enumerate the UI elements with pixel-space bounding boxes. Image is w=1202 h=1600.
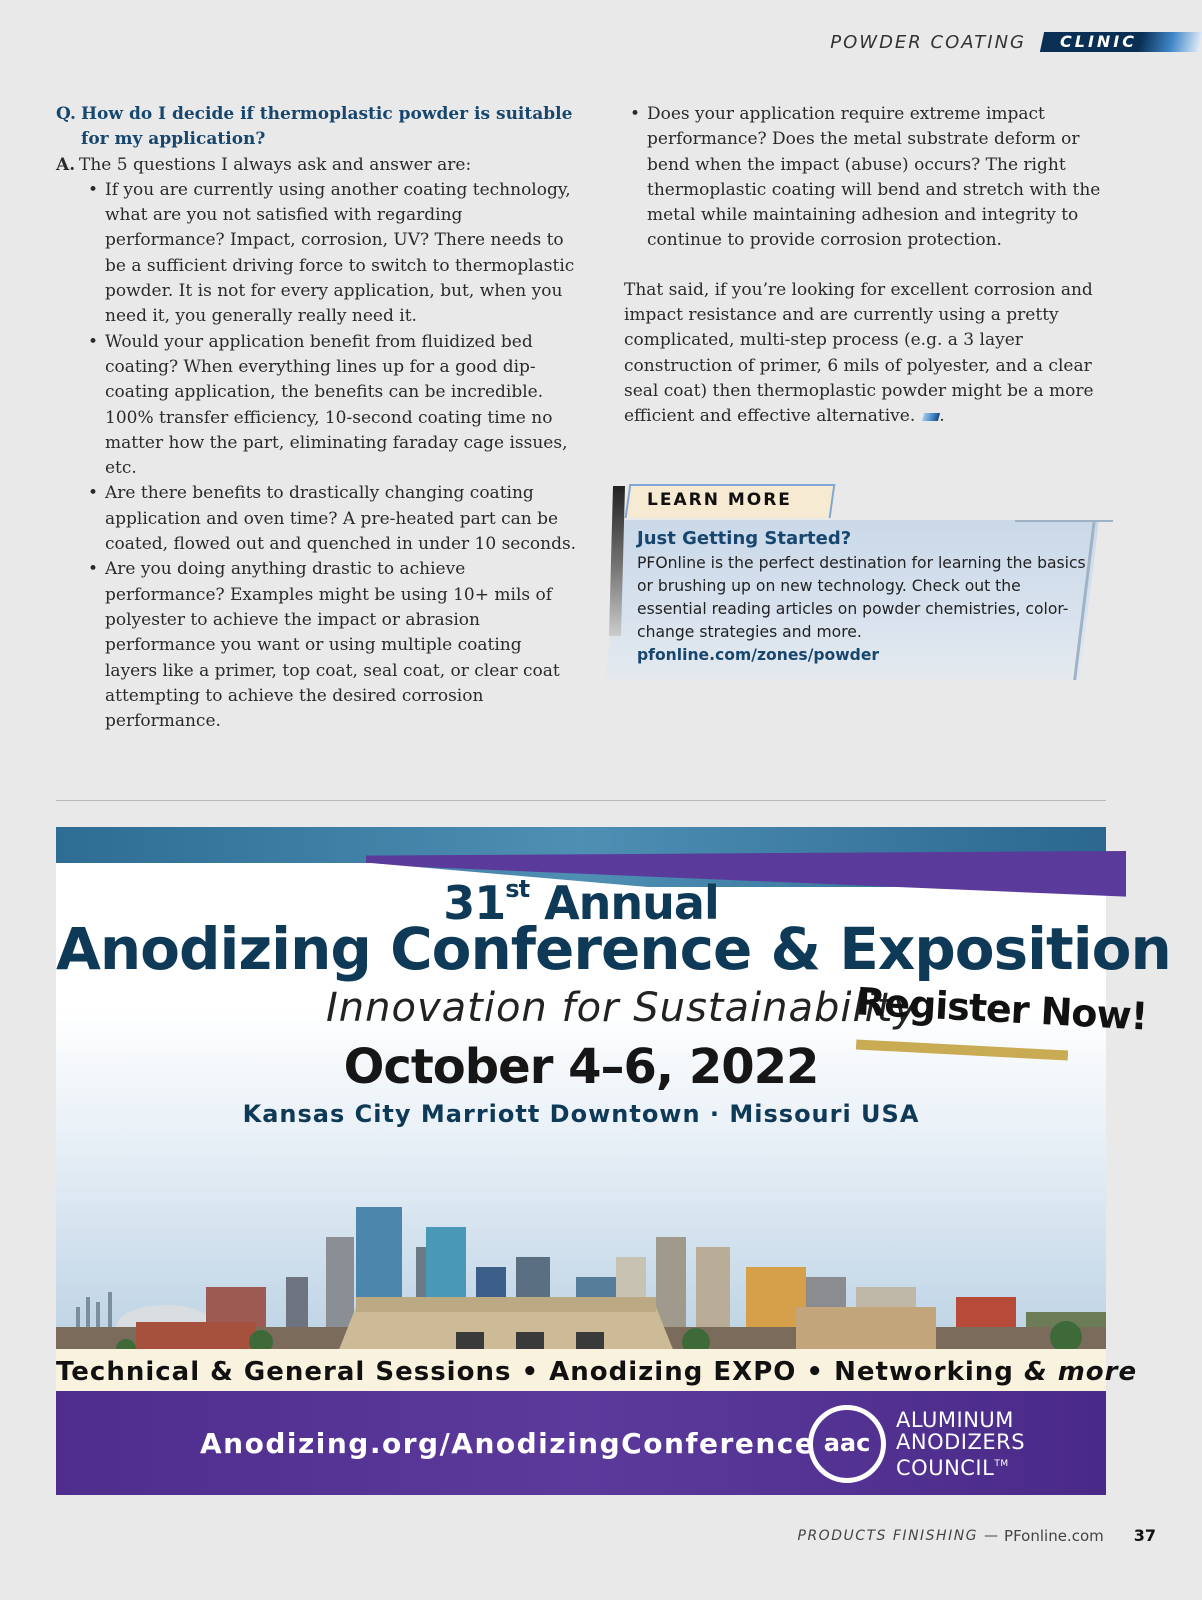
aac-organization-name bbox=[896, 1409, 1025, 1479]
section-tag-label: CLINIC bbox=[1060, 32, 1137, 51]
learn-more-link[interactable]: pfonline.com/zones/powder bbox=[637, 646, 880, 664]
closing-period: . bbox=[939, 406, 945, 427]
aac-name-line-2: ANODIZERS bbox=[896, 1430, 1026, 1454]
ad-sessions bbox=[56, 1357, 1138, 1387]
list-item: • Does your application require extreme impact performance? Does the metal substrate deform or bend when the impact (abuse) occurs? The right thermoplastic coating will bend and stretch with the metal while maintaining adhesion and integrity to continue to provide corrosion protection. bbox=[624, 102, 1104, 254]
list-item: • Are there benefits to drastically changing coating application and oven time? A pre-heated part can be coated, flowed out and quenched in under 10 seconds. bbox=[88, 481, 578, 557]
ad-annual-number: 31 bbox=[443, 876, 506, 930]
learn-more-content bbox=[637, 526, 1089, 667]
closing-paragraph bbox=[624, 278, 1104, 430]
learn-more-body: PFOnline is the perfect destination for learning the basics or brushing up on new technology. Check out the essential reading articles on powder chemistries, color-change strategies and more. bbox=[637, 554, 1086, 641]
page-footer bbox=[798, 1526, 1157, 1545]
footer-site-link[interactable]: PFonline.com bbox=[1004, 1526, 1104, 1545]
ad-url-link[interactable]: Anodizing.org/AnodizingConference bbox=[200, 1427, 816, 1460]
end-mark-icon bbox=[922, 413, 940, 421]
section-tag bbox=[1040, 32, 1202, 52]
answer-lead: A. bbox=[56, 154, 76, 175]
aac-name-line-1: ALUMINUM bbox=[896, 1408, 1014, 1432]
question-list-continued bbox=[624, 102, 1104, 254]
ad-venue: Kansas City Marriott Downtown · Missouri USA bbox=[242, 1100, 920, 1128]
ad-annual-word: Annual bbox=[544, 876, 719, 930]
answer-intro-text: The 5 questions I always ask and answer are: bbox=[79, 154, 472, 175]
list-item: • Are you doing anything drastic to achieve performance? Examples might be using 10+ mils of polyester to achieve the impact or abrasion performance you want or using multiple coating layers like a primer, top coat, seal coat, or clear coat attempting to achieve the desired corrosion performance. bbox=[88, 557, 578, 734]
ad-sessions-more: & more bbox=[1023, 1357, 1138, 1387]
ad-tagline: Innovation for Sustainability bbox=[326, 985, 919, 1031]
aac-name-line-3: COUNCIL bbox=[896, 1456, 995, 1480]
question-list bbox=[88, 178, 578, 735]
section-title: POWDER COATING bbox=[830, 31, 1026, 53]
question-lead: Q. bbox=[56, 104, 76, 124]
section-divider bbox=[56, 800, 1106, 801]
list-item: • If you are currently using another coating technology, what are you not satisfied with regarding performance? Impact, corrosion, UV? There needs to be a sufficient driving force to switch to thermoplastic powder. It is not for every application, but, when you need it, you generally really need it. bbox=[88, 178, 578, 330]
ad-dates: October 4–6, 2022 bbox=[343, 1039, 819, 1095]
learn-more-label: LEARN MORE bbox=[647, 490, 792, 510]
trademark-mark: TM bbox=[994, 1459, 1009, 1469]
footer-separator: — bbox=[984, 1527, 999, 1544]
learn-more-heading: Just Getting Started? bbox=[637, 528, 852, 549]
aac-logo-text: aac bbox=[823, 1429, 871, 1457]
right-column bbox=[624, 102, 1104, 430]
kansas-city-skyline-image bbox=[56, 1127, 1106, 1357]
ad-conference-title: Anodizing Conference & Exposition bbox=[56, 915, 1171, 983]
answer-intro bbox=[56, 153, 578, 178]
ad-annual-suffix: st bbox=[505, 875, 530, 903]
ad-sessions-text: Technical & General Sessions • Anodizing EXPO • Networking bbox=[56, 1357, 1014, 1387]
closing-text: That said, if you’re looking for excellent corrosion and impact resistance and are currently using a pretty complicated, multi-step process (e.g. a 3 layer construction of primer, 6 mils of polyester, and a clear seal coat) then thermoplastic powder might be a more efficient and effective alternative. bbox=[624, 279, 1094, 427]
footer-publication: PRODUCTS FINISHING bbox=[797, 1527, 979, 1544]
page-number: 37 bbox=[1133, 1526, 1156, 1545]
question-text: How do I decide if thermoplastic powder is suitable for my application? bbox=[81, 104, 573, 150]
learn-more-box bbox=[605, 482, 1113, 680]
list-item: • Would your application benefit from fluidized bed coating? When everything lines up for a good dip-coating application, the benefits can be incredible. 100% transfer efficiency, 10-second coating time no matter how the part, eliminating faraday cage issues, etc. bbox=[88, 330, 578, 482]
register-now-button[interactable]: Register Now! bbox=[855, 979, 1149, 1039]
conference-advertisement[interactable] bbox=[56, 827, 1171, 1495]
aac-logo-icon bbox=[808, 1405, 886, 1483]
page-header bbox=[830, 30, 1200, 54]
left-column bbox=[56, 102, 578, 734]
question bbox=[56, 102, 578, 153]
